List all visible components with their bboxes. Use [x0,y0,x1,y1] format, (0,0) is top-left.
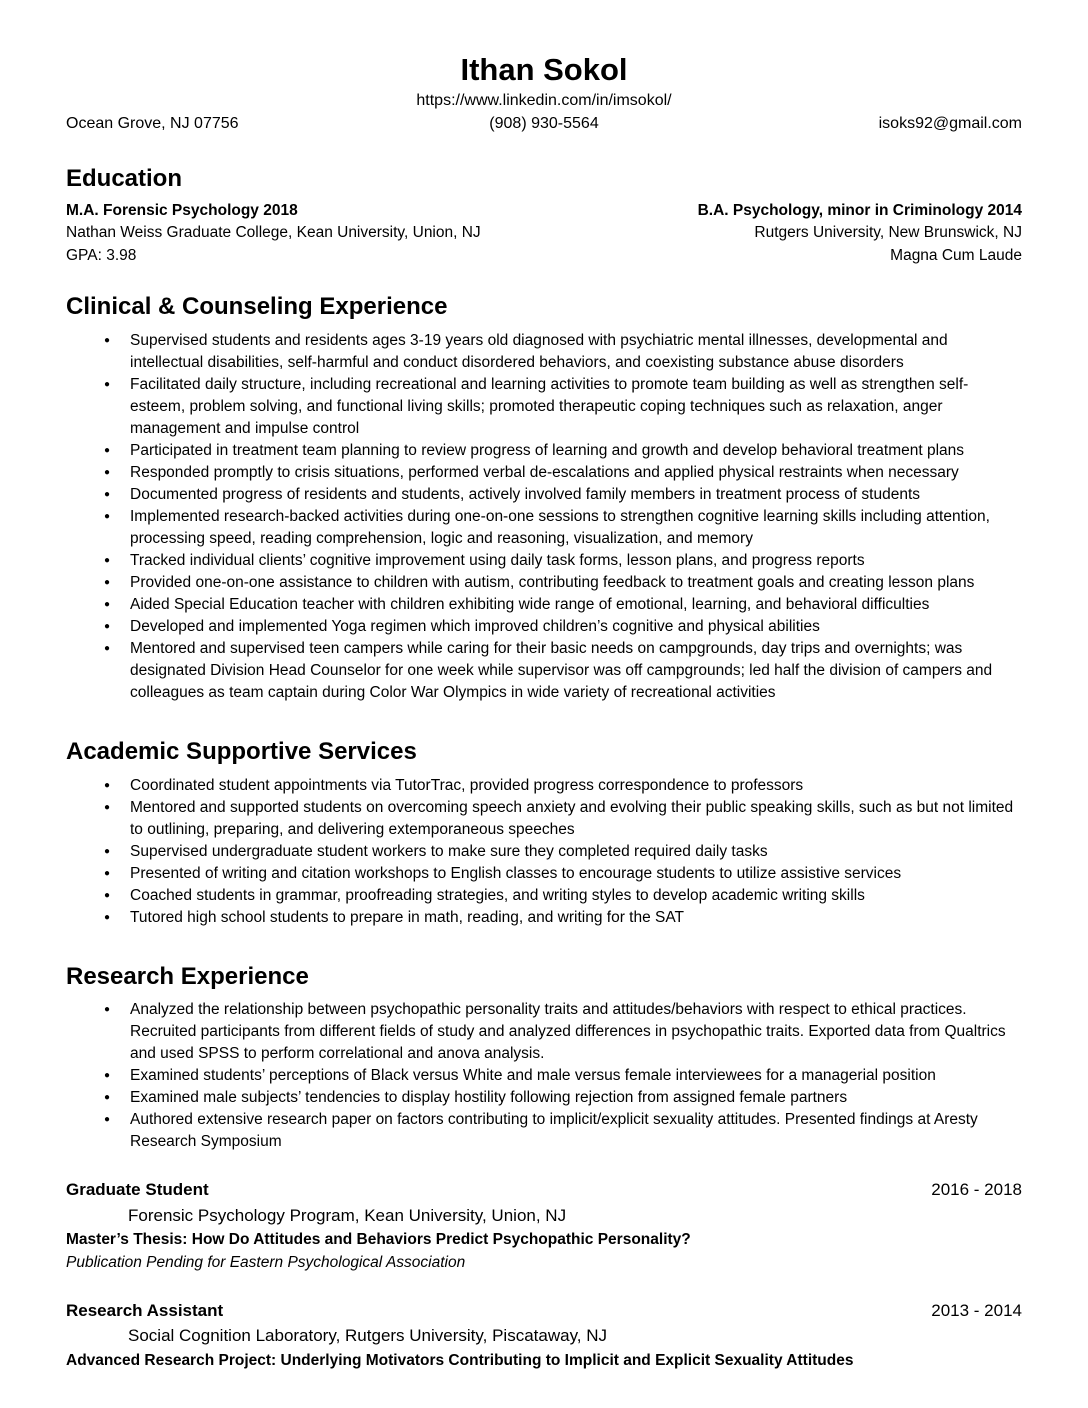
bullet-item: ● Tracked individual clients’ cognitive improvement using daily task forms, lesson plans, and progress reports [102,550,1022,572]
publication-line: Publication Pending for Eastern Psychological Association [66,1253,466,1271]
school-ba: Rutgers University, New Brunswick, NJ [754,224,1022,242]
project-line: Advanced Research Project: Underlying Motivators Contributing to Implicit and Explicit Sexuality Attitudes [66,1352,854,1370]
school-ma: Nathan Weiss Graduate College, Kean University, Union, NJ [66,224,481,242]
research-title: Research Experience [66,962,309,990]
section-education [66,165,1022,267]
education-columns [66,200,1022,267]
position-dates: 2016 - 2018 [931,1180,1022,1200]
bullet-item: ● Participated in treatment team planning to review progress of learning and growth and develop behavioral treatment plans [102,440,1022,462]
bullet-item: ● Implemented research-backed activities during one-on-one sessions to strengthen cognitive learning skills including attention, processing speed, reading comprehension, logic and reasoning, visualization, and memory [102,506,1022,550]
position-dates: 2013 - 2014 [931,1301,1022,1321]
bullet-item: ● Analyzed the relationship between psychopathic personality traits and attitudes/behaviors with respect to ethical practices. Recruited participants from different fields of study and analyzed differences in psychopathic traits. Exported data from Qualtrics and used SPSS to perform correlational and anova analysis. [102,999,1022,1065]
position-graduate-student [66,1179,1022,1274]
location-text: Ocean Grove, NJ 07756 [66,115,239,133]
bullet-item: ● Developed and implemented Yoga regimen which improved children’s cognitive and physical abilities [102,616,1022,638]
education-title: Education [66,164,183,192]
academic-title: Academic Supportive Services [66,737,417,765]
bullet-item: ● Supervised undergraduate student workers to make sure they completed required daily tasks [102,841,1022,863]
section-academic-services [66,738,1022,929]
research-bullet-list [66,999,1022,1153]
candidate-name: Ithan Sokol [460,52,628,87]
bullet-item: ● Tutored high school students to prepare in math, reading, and writing for the SAT [102,907,1022,929]
bullet-item: ● Aided Special Education teacher with children exhibiting wide range of emotional, learning, and behavioral difficulties [102,594,1022,616]
bullet-item: ● Facilitated daily structure, including recreational and learning activities to promote team building as well as strengthen self-esteem, problem solving, and functional living skills; promoted therapeutic coping techniques such as relaxation, anger management and impulse control [102,374,1022,440]
bullet-item: ● Examined students’ perceptions of Black versus White and male versus female interviewees for a managerial position [102,1065,1022,1087]
position-head [66,1179,1022,1201]
phone-text: (908) 930-5564 [489,115,599,133]
linkedin-url: https://www.linkedin.com/in/imsokol/ [416,91,672,109]
degree-ma: M.A. Forensic Psychology 2018 [66,201,298,219]
gpa-text: GPA: 3.98 [66,246,137,264]
position-head [66,1300,1022,1322]
position-organization: Social Cognition Laboratory, Rutgers University, Piscataway, NJ [128,1326,608,1346]
bullet-item: ● Authored extensive research paper on factors contributing to implicit/explicit sexuality attitudes. Presented findings at Aresty Research Symposium [102,1109,1022,1153]
bullet-item: ● Supervised students and residents ages 3-19 years old diagnosed with psychiatric mental illnesses, developmental and intellectual disabilities, self-harmful and conduct disordered behaviors, and coexisting substance abuse disorders [102,330,1022,374]
section-clinical-experience [66,293,1022,704]
academic-bullet-list [66,775,1022,929]
position-organization: Forensic Psychology Program, Kean University, Union, NJ [128,1205,567,1225]
section-research-experience [66,963,1022,1373]
bullet-item: ● Presented of writing and citation workshops to English classes to encourage students to utilize assistive services [102,863,1022,885]
bullet-item: ● Examined male subjects’ tendencies to display hostility following rejection from assigned female partners [102,1087,1022,1109]
bullet-item: ● Documented progress of residents and students, actively involved family members in treatment process of students [102,484,1022,506]
bullet-item: ● Mentored and supervised teen campers while caring for their basic needs on campgrounds, day trips and overnights; was designated Division Head Counselor for one week while supervisor was off campgrounds; led half the division of campers and colleagues as team captain during Color War Olympics in wide variety of recreational activities [102,638,1022,704]
clinical-title: Clinical & Counseling Experience [66,293,448,321]
position-role: Research Assistant [66,1301,224,1321]
bullet-item: ● Coordinated student appointments via TutorTrac, provided progress correspondence to professors [102,775,1022,797]
bullet-item: ● Mentored and supported students on overcoming speech anxiety and evolving their public speaking skills, such as but not limited to outlining, preparing, and delivering extemporaneous speeches [102,797,1022,841]
clinical-bullet-list [66,330,1022,704]
bullet-item: ● Provided one-on-one assistance to children with autism, contributing feedback to treatment goals and creating lesson plans [102,572,1022,594]
email-text: isoks92@gmail.com [878,115,1023,133]
bullet-item: ● Coached students in grammar, proofreading strategies, and writing styles to develop academic writing skills [102,885,1022,907]
thesis-line: Master’s Thesis: How Do Attitudes and Behaviors Predict Psychopathic Personality? [66,1231,691,1249]
position-role: Graduate Student [66,1180,209,1200]
education-entry-ba [698,200,1022,267]
honors-text: Magna Cum Laude [890,246,1022,264]
degree-ba: B.A. Psychology, minor in Criminology 2014 [697,201,1022,219]
contact-row [66,113,1022,135]
resume-header [66,52,1022,135]
bullet-item: ● Responded promptly to crisis situations, performed verbal de-escalations and applied physical restraints when necessary [102,462,1022,484]
position-research-assistant [66,1300,1022,1372]
education-entry-ma [66,200,481,267]
